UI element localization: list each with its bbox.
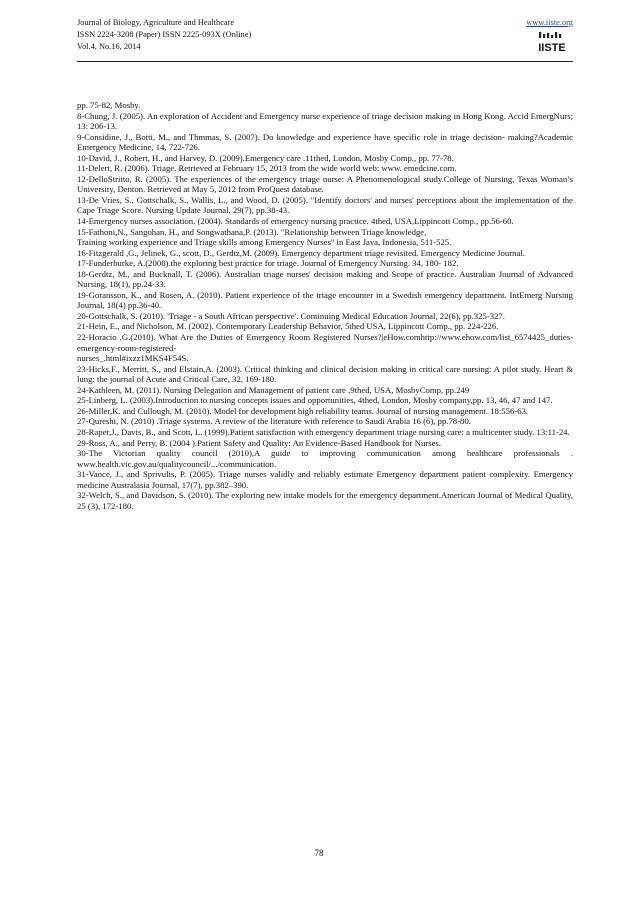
journal-meta xyxy=(77,17,251,54)
reference-item: 32-Welch, S., and Davidson, S. (2010). The exploring new intake models for the emergency department.American Journal of Medical Quality, 25 (3), 172-180. xyxy=(77,490,573,511)
reference-item: 9-Considine, J., Botti, M., and Thmmas, S. (2007). Do knowledge and experience have specific role in triage decision- making?Academic Emergency Medicine, 14, 722-726. xyxy=(77,131,573,153)
reference-item: 16-Fitzgerald ,G., Jelinek, G., scott, D., Gerdtz,M. (2009). Emergency department triage revisited. Emergency Medicine Journal. xyxy=(77,247,525,258)
reference-item: 29-Ross, A., and Perry, B. (2004 ).Patient Safety and Quality: An Evidence-Based Handbook for Nurses. xyxy=(77,437,442,448)
reference-item: 17-Funderburke, A.(2008).the exploring best practice for triage. Journal of Emergency Nursing. 34, 180- 182. xyxy=(77,258,459,269)
journal-title: Journal of Biology, Agriculture and Healthcare xyxy=(77,18,235,27)
header-rule xyxy=(77,61,573,62)
iiste-logo xyxy=(536,32,568,56)
iiste-logo-icon xyxy=(536,32,568,56)
reference-item: 14-Emergency nurses association. (2004). Standards of emergency nursing practice. 4thed, USA,Lippincott Comp., pp.56-60. xyxy=(77,216,514,227)
reference-item: 18-Gerdtz, M., and Bucknall, T. (2006). Australian triage nurses' decision making and Scope of practice. Australian Journal of Advanced Nursing, 18(1), pp.24-33. xyxy=(77,268,573,290)
reference-item: 11-Delert, R. (2006). Triage. Retrieved at February 15, 2013 from the wide world web: www. emedcine.com. xyxy=(77,163,457,174)
reference-item: 21-Hein, E., and Nicholson, M. (2002). Contemporary Leadership Behavior, 5thed USA, Lippincott Comp., pp. 224-226. xyxy=(77,321,499,332)
reference-item: 28-Raper,J., Davis, B., and Scott, L. (1999).Patient satisfaction with emergency department triage nursing care: a multicenter study. 13:11-24. xyxy=(77,426,570,437)
reference-item: 19-Goransson, K., and Rosen, A. (2010). Patient experience of the triage encounter in a Swedish emergency department. IntEmerg Nursing Journal, 18(4) pp.36-40. xyxy=(77,289,573,311)
reference-item: 27-Qureshi, N. (2010) .Triage systems. A review of the literature with reference to Saudi Arabia 16 (6), pp.78-80. xyxy=(77,416,471,427)
page-number: 78 xyxy=(314,848,324,858)
reference-item: 24-Kathleen, M. (2011). Nursing Delegation and Management of patient care ,9thed, USA, MosbyComp, pp.249 xyxy=(77,384,470,395)
reference-item: 25-Linberg, L. (2003).Introduction to nursing concepts issues and opportunities, 4thed, London, Mosby company,pp. 13, 46, 47 and 147. xyxy=(77,395,553,406)
reference-item: 26-Miller,K. and Cullough, M. (2010). Model for development high reliability teams. Journal of nursing management. 18:556-63. xyxy=(77,405,529,416)
page-header xyxy=(77,17,573,85)
reference-item: 12-DelloStritto, R. (2005). The experiences of the emergency triage nurse: A Phenomenological study.College of Nursing, Texas Woman’s University, Denton. Retrieved at May 5, 2012 from ProQuest database. xyxy=(77,173,573,195)
reference-item: pp. 75-82, Mosby. xyxy=(77,100,141,110)
reference-list xyxy=(77,100,573,511)
reference-item: 30-The Victorian quality council (2010),A guide to improving communication among healthcare professionals . www.health.vic.gov.au/qualitycouncil/.../communication. xyxy=(77,448,573,469)
reference-item: 20-Gottschalk, S. (2010). 'Triage - a South African perspective'. Continuing Medical Education Journal, 22(6), pp.325-327. xyxy=(77,310,505,321)
reference-item: 10-David, J., Robert, H., and Harvey, D. (2009).Emergency care .11thed, London, Mosby Comp., pp. 77-78. xyxy=(77,152,454,163)
journal-issn: ISSN 2224-3208 (Paper) ISSN 2225-093X (Online) xyxy=(77,30,252,40)
reference-item: 8-Chung, J. (2005). An exploration of Accident and Emergency nurse experience of triage decision making in Hong Kong. Accid EmergNurs; 13: 206-13. xyxy=(77,110,573,132)
reference-item: 22-Horacio ,G.(2010). What Are the Duties of Emergency Room Registered Nurses?|eHow.comhttp://www.ehow.com/list_6574425_duties-emergency-room-registered- nurses_.html#ixzz1MKS4F54S. xyxy=(77,332,573,364)
reference-item: 31-Vance, J., and Sprivulis, P. (2005). Triage nurses validly and reliably estimate Emergency department patient complexity. Emergency medicine Australasia Journal, 17(7), pp.382–390. xyxy=(77,469,573,490)
reference-item: 13-De Vries, S., Gottschalk, S., Wallis, L., and Wood, D. (2005). "Identify doctors' and nurses' perceptions about the implementation of the Cape Triage Score. Nursing Update Journal, 29(7), pp.38-43. xyxy=(77,194,573,216)
reference-item: 15-Fathoni,N., Sangohan, H., and Songwathana,P. (2013). "Relationship between Triage knowledge, Training working experience and Triage skills among Emergency Nurses" in East Java, Indonesia, 511-525. xyxy=(77,226,452,248)
logo-text: IISTE xyxy=(538,42,566,54)
journal-volume: Vol.4, No.16, 2014 xyxy=(77,42,141,52)
journal-url-link[interactable]: www.iiste.org xyxy=(526,18,573,27)
reference-item: 23-Hicks,F., Merritt, S., and Elstain,A. (2003). Critical thinking and clinical decision making in critical care nursing: A pilot study. Heart & lung: the journal of Acute and Critical Care, 32, 169-180. xyxy=(77,363,573,385)
